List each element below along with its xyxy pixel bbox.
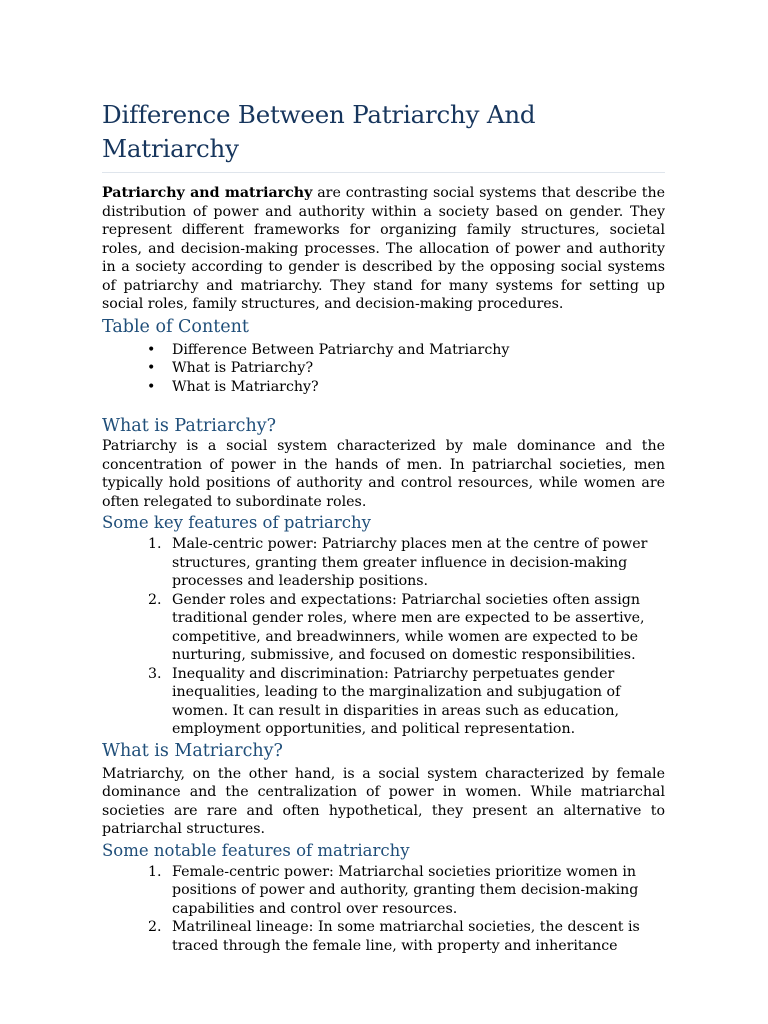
- list-item-text: Female-centric power: Matriarchal societies prioritize women in positions of power and authority, granting them decision-making capabilities and control over resources.: [172, 863, 639, 917]
- list-item: [102, 535, 665, 591]
- intro-bold-lead: Patriarchy and matriarchy: [102, 185, 313, 201]
- list-item-text: Inequality and discrimination: Patriarchy perpetuates gender inequalities, leading to the marginalization and subjugation of women. It can result in disparities in areas such as education, employment opportunities, and political representation.: [172, 665, 621, 737]
- intro-text: are contrasting social systems that describe the distribution of power and authority within a society based on gender. They represent different frameworks for organizing family structures, societal roles, and decision-making processes. The allocation of power and authority in a society according to gender is described by the opposing social systems of patriarchy and matriarchy. They stand for many systems for setting up social roles, family structures, and decision-making procedures.: [102, 185, 665, 312]
- matriarchy-features-heading: Some notable features of matriarchy: [102, 840, 410, 860]
- list-item: [102, 863, 665, 919]
- number-marker: 3.: [148, 665, 162, 682]
- number-marker: 2.: [148, 919, 162, 935]
- toc-item[interactable]: [102, 378, 665, 397]
- list-item-text: Matrilineal lineage: In some matriarchal societies, the descent is traced through the female line, with property and inheritance: [172, 919, 640, 954]
- toc-item[interactable]: [102, 341, 665, 360]
- document-title: Difference Between Patriarchy And Matriarchy: [102, 98, 665, 173]
- list-item-text: Male-centric power: Patriarchy places men at the centre of power structures, granting them greater influence in decision-making processes and leadership positions.: [172, 536, 648, 589]
- patriarchy-heading: What is Patriarchy?: [102, 416, 276, 436]
- number-marker: 1.: [148, 536, 162, 552]
- bullet-marker: •: [147, 378, 156, 395]
- patriarchy-features-heading: Some key features of patriarchy: [102, 513, 371, 532]
- list-item-text: Gender roles and expectations: Patriarchal societies often assign traditional gender roles, where men are expected to be assertive, competitive, and breadwinners, while women are expected to be nurturing, submissive, and focused on domestic responsibilities.: [172, 591, 645, 663]
- list-item: [102, 665, 665, 739]
- bullet-marker: •: [147, 360, 156, 376]
- matriarchy-heading: What is Matriarchy?: [102, 740, 283, 761]
- intro-paragraph: [102, 184, 665, 314]
- toc-item[interactable]: [102, 359, 665, 378]
- patriarchy-paragraph: Patriarchy is a social system characterized by male dominance and the concentration of power in the hands of men. In patriarchal societies, men typically hold positions of authority and control resources, while women are often relegated to subordinate roles.: [102, 438, 665, 510]
- matriarchy-paragraph: Matriarchy, on the other hand, is a social system characterized by female dominance and the centralization of power in women. While matriarchal societies are rare and often hypothetical, they present an alternative to patriarchal structures.: [102, 765, 665, 837]
- list-item: [102, 591, 665, 665]
- number-marker: 1.: [148, 863, 162, 880]
- toc-heading: Table of Content: [102, 316, 249, 337]
- list-item: [102, 918, 665, 955]
- document-page: [102, 98, 665, 955]
- toc-item-label: Difference Between Patriarchy and Matriarchy: [172, 341, 510, 358]
- toc-list: [102, 341, 665, 397]
- toc-item-label: What is Matriarchy?: [172, 378, 319, 395]
- matriarchy-features-list: [102, 863, 665, 956]
- toc-item-label: What is Patriarchy?: [172, 360, 314, 376]
- number-marker: 2.: [148, 591, 162, 608]
- bullet-marker: •: [147, 341, 156, 358]
- patriarchy-features-list: [102, 535, 665, 739]
